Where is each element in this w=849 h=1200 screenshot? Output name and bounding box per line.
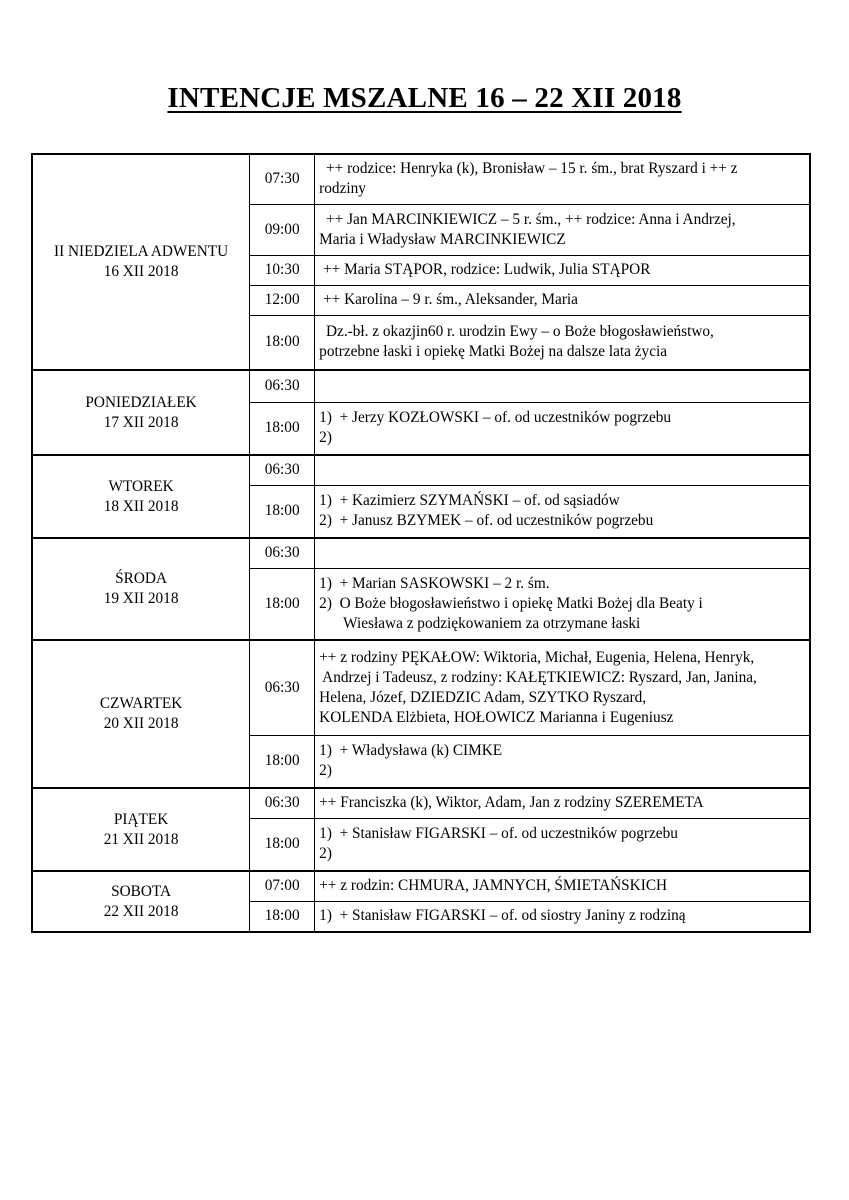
intention-line	[319, 543, 803, 563]
mass-intention	[315, 788, 810, 818]
mass-intention	[315, 735, 810, 788]
mass-row	[32, 154, 810, 204]
mass-time: 06:30	[250, 640, 315, 735]
mass-row	[32, 370, 810, 402]
mass-time: 18:00	[250, 818, 315, 871]
intention-line: ++ rodzice: Henryka (k), Bronisław – 15 r. śm., brat Ryszard i ++ z	[322, 160, 738, 178]
day-name: SOBOTA	[111, 882, 172, 900]
day-name: CZWARTEK	[99, 695, 183, 712]
mass-time: 12:00	[250, 285, 315, 315]
mass-row	[32, 788, 810, 818]
mass-time: 18:00	[250, 735, 315, 788]
mass-time: 09:00	[250, 204, 315, 255]
intention-line	[319, 376, 803, 396]
mass-row	[32, 455, 810, 485]
day-date: 19 XII 2018	[103, 590, 179, 607]
mass-intention	[315, 315, 810, 370]
mass-time: 18:00	[250, 402, 315, 455]
intention-line: ++ Franciszka (k), Wiktor, Adam, Jan z rodziny SZEREMETA	[319, 794, 704, 812]
mass-time: 18:00	[250, 315, 315, 370]
intention-line: 1) + Stanisław FIGARSKI – of. od uczestników pogrzebu	[319, 825, 678, 843]
intention-line: ++ Jan MARCINKIEWICZ – 5 r. śm., ++ rodzice: Anna i Andrzej,	[322, 210, 736, 228]
mass-row	[32, 640, 810, 735]
mass-time: 07:00	[250, 871, 315, 901]
day-name: II NIEDZIELA ADWENTU	[54, 243, 229, 260]
mass-time: 07:30	[250, 154, 315, 204]
mass-intention	[315, 204, 810, 255]
mass-time: 06:30	[250, 370, 315, 402]
intention-line: Helena, Józef, DZIEDZIC Adam, SZYTKO Ryszard,	[319, 688, 647, 706]
day-date: 17 XII 2018	[103, 413, 179, 431]
day-date: 21 XII 2018	[103, 830, 179, 848]
mass-intention	[315, 871, 810, 901]
day-cell	[32, 788, 250, 871]
mass-intention	[315, 640, 810, 735]
intention-line: Andrzej i Tadeusz, z rodziny: KAŁĘTKIEWICZ: Ryszard, Jan, Janina,	[322, 668, 757, 686]
intention-line: Maria i Władysław MARCINKIEWICZ	[319, 230, 566, 248]
day-name: WTOREK	[108, 477, 174, 495]
intention-line: KOLENDA Elżbieta, HOŁOWICZ Marianna i Eugeniusz	[319, 708, 674, 726]
intention-line: potrzebne łaski i opiekę Matki Bożej na dalsze lata życia	[319, 343, 668, 361]
mass-intention	[315, 538, 810, 568]
intention-line: rodziny	[319, 180, 366, 198]
day-date: 16 XII 2018	[103, 263, 179, 280]
mass-intention	[315, 818, 810, 871]
mass-intentions-table	[31, 153, 811, 933]
intention-line: ++ Maria STĄPOR, rodzice: Ludwik, Julia STĄPOR	[319, 261, 651, 278]
day-cell	[32, 370, 250, 455]
mass-intention	[315, 255, 810, 285]
mass-time: 10:30	[250, 255, 315, 285]
day-cell	[32, 538, 250, 640]
mass-intention	[315, 568, 810, 640]
intention-line: Dz.-bł. z okazjin60 r. urodzin Ewy – o Boże błogosławieństwo,	[322, 323, 714, 341]
mass-intention	[315, 455, 810, 485]
mass-time: 18:00	[250, 568, 315, 640]
intention-line: ++ z rodzin: CHMURA, JAMNYCH, ŚMIETAŃSKICH	[319, 877, 668, 895]
day-cell	[32, 154, 250, 370]
day-name: ŚRODA	[115, 570, 168, 587]
mass-time: 18:00	[250, 485, 315, 538]
mass-time: 06:30	[250, 538, 315, 568]
mass-time: 18:00	[250, 901, 315, 932]
intention-line: 2) + Janusz BZYMEK – of. od uczestników pogrzebu	[319, 512, 654, 530]
day-cell	[32, 871, 250, 932]
page-title: INTENCJE MSZALNE 16 – 22 XII 2018	[167, 82, 682, 114]
mass-intention	[315, 901, 810, 932]
intention-line: ++ Karolina – 9 r. śm., Aleksander, Maria	[319, 291, 578, 308]
day-date: 20 XII 2018	[103, 715, 179, 732]
intention-line: 1) + Marian SASKOWSKI – 2 r. śm.	[319, 574, 550, 592]
intention-line: 2) O Boże błogosławieństwo i opiekę Matki Bożej dla Beaty i	[319, 594, 703, 612]
mass-intention	[315, 154, 810, 204]
mass-row	[32, 538, 810, 568]
day-cell	[32, 455, 250, 538]
mass-time: 06:30	[250, 455, 315, 485]
intention-line: 1) + Jerzy KOZŁOWSKI – of. od uczestników pogrzebu	[319, 409, 672, 427]
intention-line: 2)	[319, 845, 332, 863]
day-date: 22 XII 2018	[103, 902, 179, 920]
intention-line: 2)	[319, 429, 332, 447]
intention-line: 1) + Kazimierz SZYMAŃSKI – of. od sąsiadów	[319, 492, 620, 510]
intention-line	[319, 460, 803, 480]
mass-intention	[315, 402, 810, 455]
intention-line: 1) + Władysława (k) CIMKE	[319, 742, 503, 760]
mass-row	[32, 871, 810, 901]
day-name: PIĄTEK	[113, 810, 169, 828]
day-date: 18 XII 2018	[103, 497, 179, 515]
mass-time: 06:30	[250, 788, 315, 818]
intention-line: Wiesława z podziękowaniem za otrzymane łaski	[343, 614, 641, 632]
mass-intention	[315, 370, 810, 402]
intention-line: 1) + Stanisław FIGARSKI – of. od siostry Janiny z rodziną	[319, 907, 686, 925]
day-name: PONIEDZIAŁEK	[85, 393, 197, 411]
mass-intention	[315, 285, 810, 315]
day-cell	[32, 640, 250, 788]
intention-line: ++ z rodziny PĘKAŁOW: Wiktoria, Michał, Eugenia, Helena, Henryk,	[319, 648, 755, 666]
mass-intention	[315, 485, 810, 538]
intention-line: 2)	[319, 762, 332, 780]
